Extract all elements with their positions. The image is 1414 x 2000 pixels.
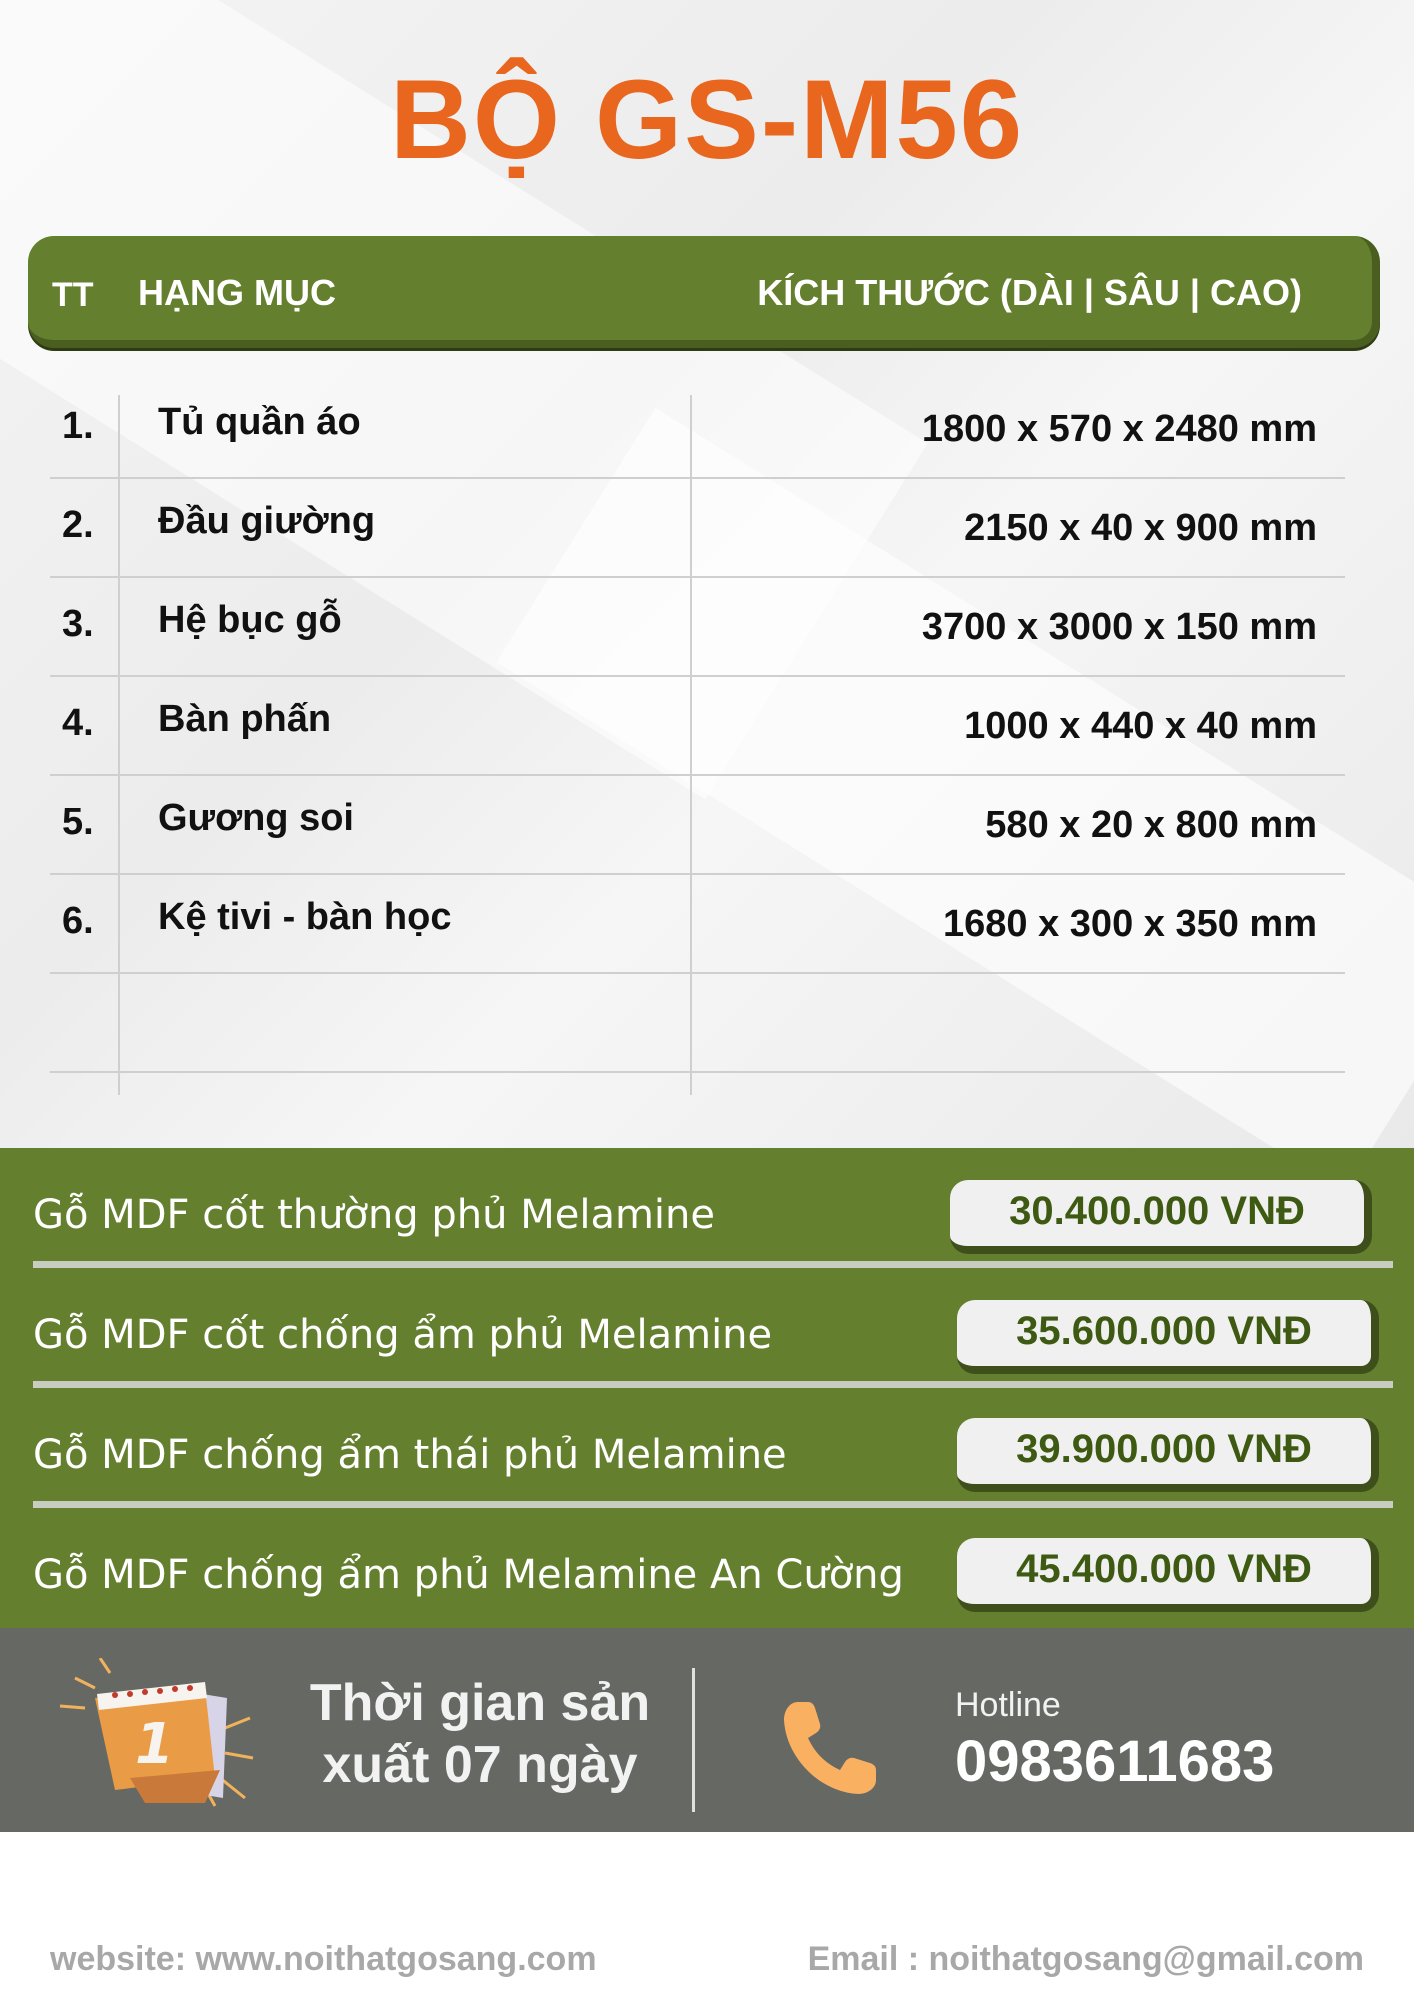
column-divider [118,395,120,1095]
phone-icon [780,1698,880,1798]
production-time [300,1672,660,1796]
row-size: 1680 x 300 x 350 mm [943,903,1317,945]
website-link[interactable]: website: www.noithatgosang.com [50,1940,597,1978]
row-number: 1. [62,405,94,447]
price-section [0,1148,1414,1628]
divider [33,1381,1393,1388]
row-size: 2150 x 40 x 900 mm [964,507,1317,549]
table-row [50,875,1345,974]
row-size: 1000 x 440 x 40 mm [964,705,1317,747]
row-item: Bàn phấn [158,698,332,740]
footer-info [0,1628,1414,1832]
header-item: HẠNG MỤC [138,272,336,313]
table-row [50,776,1345,875]
material-name: Gỗ MDF cốt chống ẩm phủ Melamine [33,1312,773,1358]
price-badge: 35.600.000 VNĐ [957,1300,1379,1374]
header-tt: TT [52,276,94,314]
row-item: Đầu giường [158,500,376,542]
row-number: 5. [62,801,94,843]
row-number: 3. [62,603,94,645]
material-name: Gỗ MDF chống ẩm thái phủ Melamine [33,1432,787,1478]
calendar-icon [55,1658,260,1808]
spec-table [50,380,1350,1073]
price-row [0,1508,1414,1628]
row-size: 1800 x 570 x 2480 mm [921,408,1317,450]
page-title: BỘ GS-M56 [389,57,1025,182]
row-number: 6. [62,900,94,942]
table-row [50,578,1345,677]
price-row [0,1148,1414,1268]
table-row [50,380,1345,479]
row-number: 4. [62,702,94,744]
hotline-number[interactable]: 0983611683 [955,1729,1275,1794]
production-time-line1: Thời gian sản [309,1674,651,1732]
row-item: Hệ bục gỗ [158,599,342,641]
divider [33,1501,1393,1508]
email-link[interactable]: Email : noithatgosang@gmail.com [807,1940,1364,1978]
row-item: Kệ tivi - bàn học [158,896,452,938]
price-badge: 39.900.000 VNĐ [957,1418,1379,1492]
material-name: Gỗ MDF cốt thường phủ Melamine [33,1192,715,1238]
row-number: 2. [62,504,94,546]
table-row-empty [50,974,1345,1073]
header-size: KÍCH THƯỚC (DÀI | SÂU | CAO) [757,272,1302,313]
hotline-label: Hotline [955,1686,1061,1724]
production-time-line2: xuất 07 ngày [322,1736,638,1794]
table-row [50,479,1345,578]
table-header [28,236,1380,348]
column-divider [690,395,692,1095]
row-item: Gương soi [158,797,354,839]
price-row [0,1268,1414,1388]
footer-divider [692,1668,695,1812]
material-name: Gỗ MDF chống ẩm phủ Melamine An Cường [33,1552,904,1598]
divider [33,1261,1393,1268]
row-item: Tủ quần áo [158,401,361,443]
svg-text:1: 1 [135,1712,174,1777]
table-row [50,677,1345,776]
row-size: 580 x 20 x 800 mm [985,804,1317,846]
price-row [0,1388,1414,1508]
price-badge: 30.400.000 VNĐ [950,1180,1372,1254]
price-badge: 45.400.000 VNĐ [957,1538,1379,1612]
row-size: 3700 x 3000 x 150 mm [921,606,1317,648]
